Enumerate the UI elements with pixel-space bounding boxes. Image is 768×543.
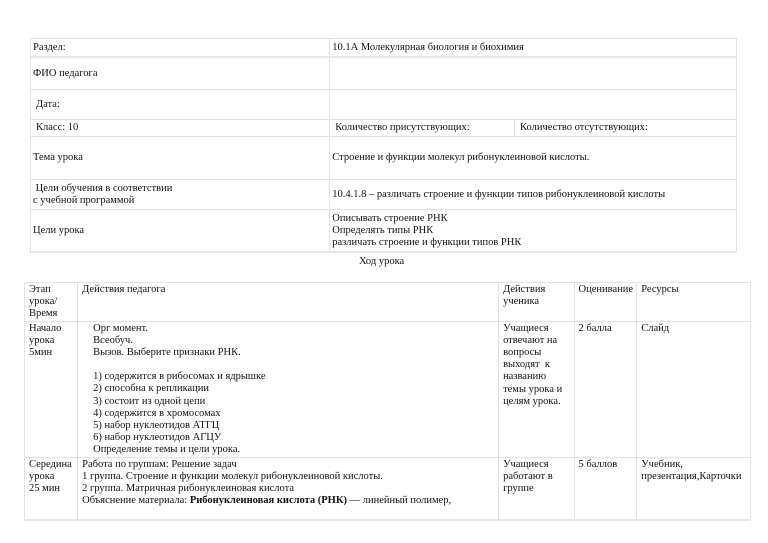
learning-objectives-label (31, 180, 330, 210)
date-label: Дата: (31, 90, 330, 120)
header-resources: Ресурсы (637, 283, 751, 322)
teacher-action-line: 2 группа. Матричная рибонуклеиновая кислота (82, 483, 295, 495)
resources-cell[interactable] (637, 457, 751, 520)
section-value[interactable]: 10.1А Молекулярная биология и биохимия (330, 39, 737, 58)
resources-cell[interactable] (637, 321, 751, 457)
stage-line: 25 мин (29, 483, 61, 495)
class-label: Класс: 10 (31, 120, 330, 137)
teacher-value[interactable] (330, 57, 737, 90)
row-section (31, 39, 737, 58)
teacher-actions-cell[interactable] (78, 321, 499, 457)
header-stage (25, 283, 78, 322)
student-actions-cell[interactable] (499, 321, 574, 457)
stage-line: Начало (29, 322, 62, 334)
rna-option: 6) набор нуклеотидов АГЦУ (93, 432, 222, 444)
explanation-prefix: Объяснение материала: (82, 495, 190, 507)
assessment-cell[interactable]: 2 балла (574, 321, 637, 457)
date-value[interactable] (330, 90, 737, 120)
row-date (31, 90, 737, 120)
present-count-label[interactable]: Количество присутствующих: (330, 120, 515, 137)
stage-line: Середина (29, 458, 72, 470)
lesson-goals-label: Цели урока (31, 210, 330, 253)
resource-line: Слайд (641, 322, 670, 334)
section-label: Раздел: (31, 39, 330, 58)
stage-cell (25, 321, 78, 457)
student-action-line: вопросы (503, 347, 542, 359)
row-teacher (31, 57, 737, 90)
student-action-line: целям урока. (503, 395, 561, 407)
header-student-actions (499, 283, 574, 322)
stage-line: 5мин (29, 347, 53, 359)
teacher-action-line: Определение темы и цели урока. (93, 444, 241, 456)
objectives-label-line2: с учебной программой (33, 194, 135, 206)
rna-option: 3) состоит из одной цепи (93, 395, 206, 407)
table-row (25, 457, 751, 520)
header-stage-line: урока/ (29, 296, 58, 308)
rna-option: 2) способна к репликации (93, 383, 210, 395)
lesson-flow-table (24, 282, 751, 521)
teacher-label: ФИО педагога (31, 57, 330, 90)
lesson-goal: Описывать строение РНК (332, 212, 448, 224)
student-action-line: названию (503, 371, 547, 383)
teacher-action-line: Вызов. Выберите признаки РНК. (93, 347, 241, 359)
lesson-goals-value[interactable] (330, 210, 737, 253)
teacher-action-line: Работа по группам: Решение задач (82, 458, 237, 470)
row-learning-objectives (31, 180, 737, 210)
header-student-line: ученика (503, 296, 540, 308)
row-lesson-goals (31, 210, 737, 253)
student-action-line: отвечают на (503, 334, 558, 346)
lesson-header-table (30, 38, 737, 253)
teacher-action-line: Орг момент. (93, 322, 148, 334)
stage-line: урока (29, 334, 55, 346)
row-topic (31, 137, 737, 180)
teacher-action-line: Всеобуч. (93, 334, 133, 346)
flow-header-row (25, 283, 751, 322)
absent-count-label[interactable]: Количество отсутствующих: (515, 120, 737, 137)
topic-label: Тема урока (31, 137, 330, 180)
header-stage-line: Время (29, 308, 58, 320)
lesson-goal: различать строение и функции типов РНК (332, 236, 522, 248)
student-action-line: темы урока и (503, 383, 563, 395)
learning-objectives-value[interactable]: 10.4.1.8 – различать строение и функции типов рибонуклеиновой кислоты (330, 180, 737, 210)
stage-line: урока (29, 470, 55, 482)
student-action-line: работают в (503, 470, 553, 482)
assessment-cell[interactable]: 5 баллов (574, 457, 637, 520)
teacher-actions-cell[interactable] (78, 457, 499, 520)
lesson-flow-heading: Ход урока (359, 256, 405, 267)
rna-option: 5) набор нуклеотидов АТГЦ (93, 420, 220, 432)
stage-cell (25, 457, 78, 520)
header-teacher-actions: Действия педагога (78, 283, 499, 322)
header-student-line: Действия (503, 284, 546, 295)
student-action-line: Учащиеся (503, 322, 549, 334)
student-action-line: группе (503, 483, 534, 495)
teacher-action-line: 1 группа. Строение и функции молекул рибонуклеиновой кислоты. (82, 470, 383, 482)
explanation-suffix: — линейный полимер, (346, 495, 452, 507)
student-actions-cell[interactable] (499, 457, 574, 520)
row-class (31, 120, 737, 137)
student-action-line: выходят к (503, 359, 550, 371)
table-row (25, 321, 751, 457)
lesson-goal: Определять типы РНК (332, 224, 434, 236)
topic-value[interactable]: Строение и функции молекул рибонуклеиновой кислоты. (330, 137, 737, 180)
student-action-line: Учащиеся (503, 458, 549, 470)
objectives-label-line1: Цели обучения в соответствии (33, 182, 173, 194)
resource-line: Учебник, (641, 458, 683, 470)
explanation-term: Рибонуклеиновая кислота (РНК) (189, 495, 347, 507)
header-assessment: Оценивание (574, 283, 637, 322)
rna-option: 1) содержится в рибосомах и ядрышке (93, 371, 266, 383)
rna-option: 4) содержится в хромосомах (93, 407, 221, 419)
resource-line: презентация,Карточки (641, 470, 742, 482)
explanation-line (82, 495, 494, 507)
header-stage-line: Этап (29, 284, 51, 295)
